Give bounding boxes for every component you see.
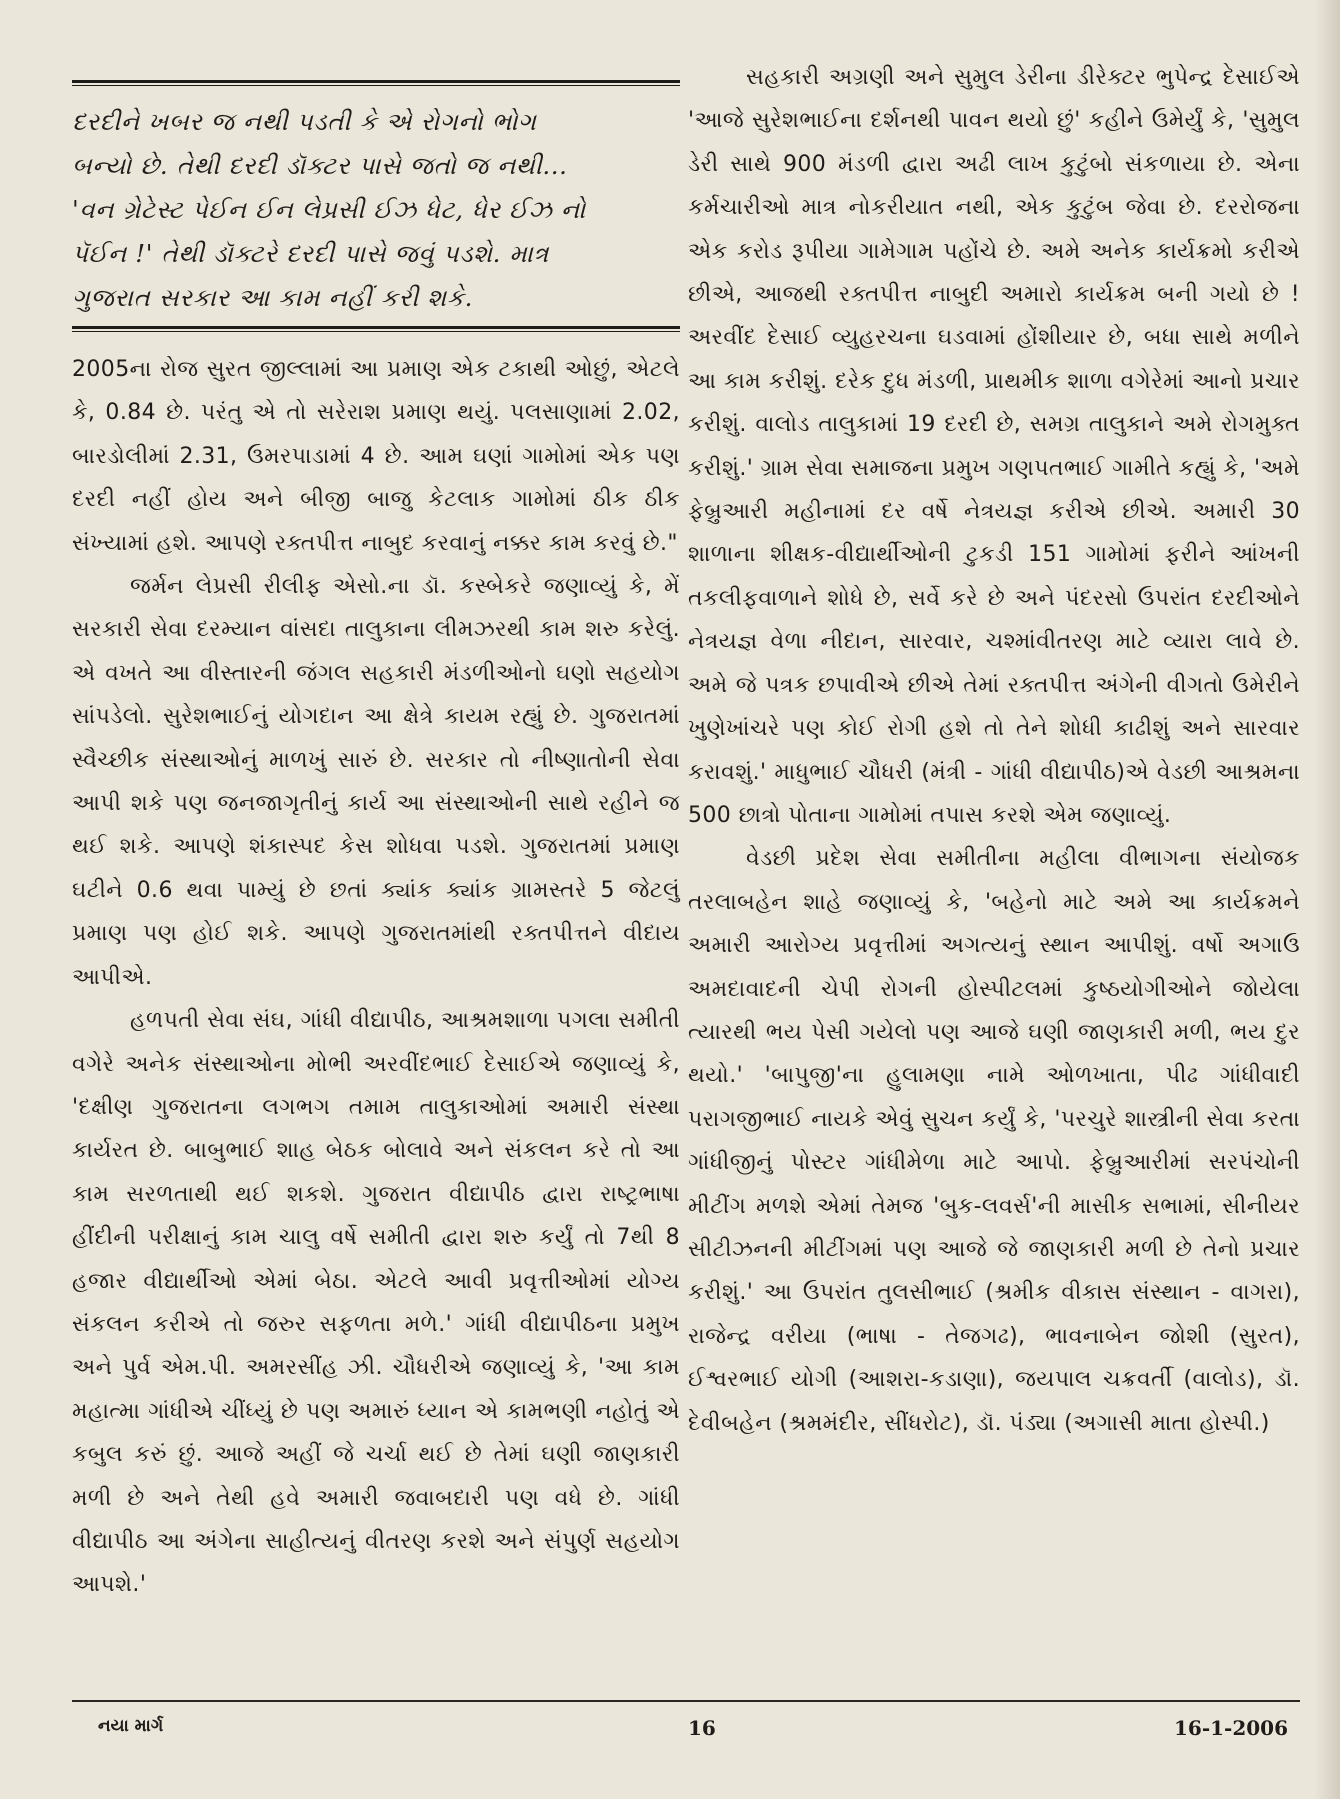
- left-paragraph-2: જર્મન લેપ્રસી રીલીફ એસો.ના ડૉ. કસ્બેકરે જણાવ્યું કે, મેં સરકારી સેવા દરમ્યાન વાંસદા તાલુકાના લીમઝરથી કામ શરુ કરેલું. એ વખતે આ વીસ્તારની જંગલ સહકારી મંડળીઓનો ઘણો સહયોગ સાંપડેલો. સુરેશભાઈનું યોગદાન આ ક્ષેત્રે કાયમ રહ્યું છે. ગુજરાતમાં સ્વૈચ્છીક સંસ્થાઓનું માળખું સારું છે. સરકાર તો નીષ્ણાતોની સેવા આપી શકે પણ જનજાગૃતીનું કાર્ય આ સંસ્થાઓની સાથે રહીને જ થઈ શકે. આપણે શંકાસ્પદ કેસ શોધવા પડશે. ગુજરાતમાં પ્રમાણ ઘટીને 0.6 થવા પામ્યું છે છતાં ક્યાંક ક્યાંક ગ્રામસ્તરે 5 જેટલું પ્રમાણ પણ હોઈ શકે. આપણે ગુજરાતમાંથી રક્તપીત્તને વીદાય આપીએ.: [72, 574, 680, 990]
- left-paragraph-1: 2005ના રોજ સુરત જીલ્લામાં આ પ્રમાણ એક ટકાથી ઓછું, એટલે કે, 0.84 છે. પરંતુ એ તો સરેરાશ પ્રમાણ થયું. પલસાણામાં 2.02, બારડોલીમાં 2.31, ઉમરપાડામાં 4 છે. આમ ઘણાં ગામોમાં એક પણ દરદી નહીં હોય અને બીજી બાજુ કેટલાક ગામોમાં ઠીક ઠીક સંખ્યામાં હશે. આપણે રક્તપીત્ત નાબુદ કરવાનું નક્કર કામ કરવું છે.": [72, 357, 680, 556]
- right-paragraph-2: વેડછી પ્રદેશ સેવા સમીતીના મહીલા વીભાગના સંયોજક તરલાબહેન શાહે જણાવ્યું કે, 'બહેનો માટે અમે આ કાર્યક્રમને અમારી આરોગ્ય પ્રવૃત્તીમાં અગત્યનું સ્થાન આપીશું. વર્ષો અગાઉ અમદાવાદની ચેપી રોગની હોસ્પીટલમાં કુષ્ઠયોગીઓને જોયેલા ત્યારથી ભય પેસી ગયેલો પણ આજે ઘણી જાણકારી મળી, ભય દુર થયો.' 'બાપુજી'ના હુલામણા નામે ઓળખાતા, પીઢ ગાંધીવાદી પરાગજીભાઈ નાયકે એવું સુચન કર્યું કે, 'પરચુરે શાસ્ત્રીની સેવા કરતા ગાંધીજીનું પોસ્ટર ગાંધીમેળા માટે આપો. ફેબ્રુઆરીમાં સરપંચોની મીટીંગ મળશે એમાં તેમજ 'બુક-લવર્સ'ની માસીક સભામાં, સીનીયર સીટીઝનની મીટીંગમાં પણ આજે જે જાણકારી મળી છે તેનો પ્રચાર કરીશું.' આ ઉપરાંત તુલસીભાઈ (શ્રમીક વીકાસ સંસ્થાન - વાગરા), રાજેન્દ્ર વરીયા (ભાષા - તેજગઢ), ભાવનાબેન જોશી (સુરત), ઈશ્વરભાઈ યોગી (આશરા-કડાણા), જયપાલ ચક્રવર્તી (વાલોડ), ડૉ. દેવીબહેન (શ્રમમંદીર, સીંધરોટ), ડૉ. પંડ્યા (અગાસી માતા હોસ્પી.): [688, 846, 1300, 1436]
- footer-rule: [72, 1700, 1300, 1702]
- left-paragraph-3: હળપતી સેવા સંઘ, ગાંધી વીદ્યાપીઠ, આશ્રમશાળા પગલા સમીતી વગેરે અનેક સંસ્થાઓના મોભી અરવીંદભાઈ દેસાઈએ જણાવ્યું કે, 'દક્ષીણ ગુજરાતના લગભગ તમામ તાલુકાઓમાં અમારી સંસ્થા કાર્યરત છે. બાબુભાઈ શાહ બેઠક બોલાવે અને સંકલન કરે તો આ કામ સરળતાથી થઈ શકશે. ગુજરાત વીદ્યાપીઠ દ્વારા રાષ્ટ્રભાષા હીંદીની પરીક્ષાનું કામ ચાલુ વર્ષે સમીતી દ્વારા શરુ કર્યું તો 7થી 8 હજાર વીદ્યાર્થીઓ એમાં બેઠા. એટલે આવી પ્રવૃત્તીઓમાં યોગ્ય સંકલન કરીએ તો જરુર સફળતા મળે.' ગાંધી વીદ્યાપીઠના પ્રમુખ અને પુર્વ એમ.પી. અમરસીંહ ઝી. ચૌધરીએ જણાવ્યું કે, 'આ કામ મહાત્મા ગાંધીએ ચીંધ્યું છે પણ અમારું ધ્યાન એ કામભણી નહોતું એ કબુલ કરું છું. આજે અહીં જે ચર્ચા થઈ છે તેમાં ઘણી જાણકારી મળી છે અને તેથી હવે અમારી જવાબદારી પણ વધે છે. ગાંધી વીદ્યાપીઠ આ અંગેના સાહીત્યનું વીતરણ કરશે અને સંપુર્ણ સહયોગ આપશે.': [72, 1008, 680, 1598]
- page-number: 16: [688, 1716, 716, 1740]
- right-paragraph-1: સહકારી અગ્રણી અને સુમુલ ડેરીના ડીરેક્ટર ભુપેન્દ્ર દેસાઈએ 'આજે સુરેશભાઈના દર્શનથી પાવન થયો છું' કહીને ઉમેર્યું કે, 'સુમુલ ડેરી સાથે 900 મંડળી દ્વારા અઢી લાખ કુટુંબો સંકળાયા છે. એના કર્મચારીઓ માત્ર નોકરીયાત નથી, એક કુટુંબ જેવા છે. દરરોજના એક કરોડ રૂપીયા ગામેગામ પહોંચે છે. અમે અનેક કાર્યક્રમો કરીએ છીએ, આજથી રક્તપીત્ત નાબુદી અમારો કાર્યક્રમ બની ગયો છે ! અરવીંદ દેસાઈ વ્યુહરચના ઘડવામાં હોંશીયાર છે, બધા સાથે મળીને આ કામ કરીશું. દરેક દુધ મંડળી, પ્રાથમીક શાળા વગેરેમાં આનો પ્રચાર કરીશું. વાલોડ તાલુકામાં 19 દરદી છે, સમગ્ર તાલુકાને અમે રોગમુક્ત કરીશું.' ગ્રામ સેવા સમાજના પ્રમુખ ગણપતભાઈ ગામીતે કહ્યું કે, 'અમે ફેબ્રુઆરી મહીનામાં દર વર્ષે નેત્રયજ્ઞ કરીએ છીએ. અમારી 30 શાળાના શીક્ષક-વીદ્યાર્થીઓની ટુકડી 151 ગામોમાં ફરીને આંખની તકલીફવાળાને શોધે છે, સર્વે કરે છે અને પંદરસો ઉપરાંત દરદીઓને નેત્રયજ્ઞ વેળા નીદાન, સારવાર, ચશ્માંવીતરણ માટે વ્યારા લાવે છે. અમે જે પત્રક છપાવીએ છીએ તેમાં રક્તપીત્ત અંગેની વીગતો ઉમેરીને ખુણેખાંચરે પણ કોઈ રોગી હશે તો તેને શોધી કાઢીશું અને સારવાર કરાવશું.' માધુભાઈ ચૌધરી (મંત્રી - ગાંધી વીદ્યાપીઠ)એ વેડછી આશ્રમના 500 છાત્રો પોતાના ગામોમાં તપાસ કરશે એમ જણાવ્યું.: [688, 65, 1300, 828]
- page-edge-shadow: [1314, 0, 1340, 1799]
- mid-rule-thin: [72, 331, 680, 332]
- right-column: [688, 56, 1300, 1445]
- publication-name: નયા માર્ગ: [98, 1716, 164, 1736]
- mid-rule: [72, 326, 680, 329]
- pull-quote: દરદીને ખબર જ નથી પડતી કે એ રોગનો ભોગ બન્યો છે. તેથી દરદી ડૉક્ટર પાસે જતો જ નથી... 'વન ગ્રેટેસ્ટ પેઈન ઈન લેપ્રસી ઈઝ ધેટ, ધેર ઈઝ નો પૅઈન !' તેથી ડૉક્ટરે દરદી પાસે જવું પડશે. માત્ર ગુજરાત સરકાર આ કામ નહીં કરી શકે.: [72, 107, 586, 312]
- issue-date: 16-1-2006: [1173, 1716, 1288, 1740]
- top-rule: [72, 80, 680, 83]
- footer: [72, 1716, 1300, 1746]
- top-rule-thin: [72, 85, 680, 86]
- left-column: [72, 348, 680, 1607]
